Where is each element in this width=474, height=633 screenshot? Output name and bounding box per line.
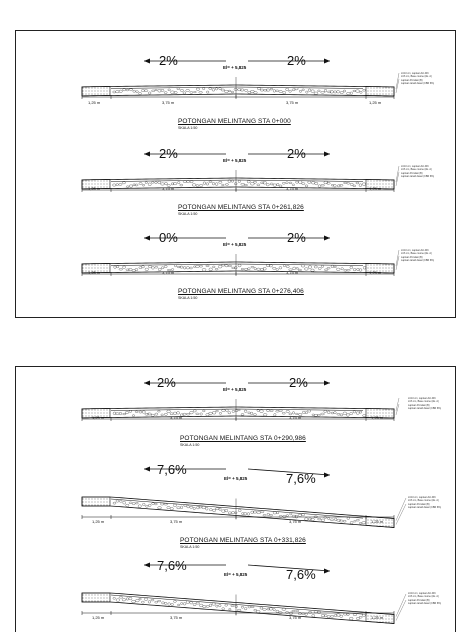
legend-item: Lapisan tanah dasar (CBR 6%) xyxy=(408,506,442,510)
arrow-head-right xyxy=(324,59,330,64)
section-scale: SKALA 1:50 xyxy=(180,443,200,447)
legend-item: Lapisan Pondasi (B) xyxy=(408,598,430,602)
legend-item: Lapisan Pondasi (B) xyxy=(408,403,430,407)
legend-item: Lapisan tanah dasar (CBR 6%) xyxy=(401,82,435,86)
section-scale: SKALA 1:50 xyxy=(178,212,198,216)
cross-section-4 xyxy=(16,373,457,459)
arrow-head-right xyxy=(324,381,330,386)
slope-right-label: 2% xyxy=(287,146,306,161)
section-title: POTONGAN MELINTANG STA 0+290,986 xyxy=(180,435,306,442)
elevation-label: El= + 5,825 xyxy=(224,572,248,577)
cross-section-drawing xyxy=(16,144,457,204)
dimension-label: 3,75 m xyxy=(286,100,299,105)
section-scale: SKALA 1:50 xyxy=(178,126,198,130)
legend-item: LC6 cm, Base course (kls. A) xyxy=(408,499,439,503)
slope-left-label: 7,6% xyxy=(157,462,187,477)
slope-right-label: 7,6% xyxy=(286,567,316,582)
cross-section-1 xyxy=(16,51,457,141)
legend-item: LC6 cm, Base course (kls. A) xyxy=(401,252,432,256)
slope-right-label: 2% xyxy=(289,375,308,390)
slope-left-label: 0% xyxy=(159,230,178,245)
arrow-head-left xyxy=(144,152,150,157)
drawing-sheet-2 xyxy=(15,366,456,632)
dimension-label: 1,25 m xyxy=(371,615,384,620)
elevation-label: El= + 5,825 xyxy=(223,158,247,163)
dimension-label: 1,25 m xyxy=(369,100,382,105)
layer-legend xyxy=(401,72,434,86)
section-title-block xyxy=(178,118,291,130)
cross-section-2 xyxy=(16,144,457,224)
legend-item: Lapisan Pondasi (B) xyxy=(408,502,430,506)
legend-item: LC10 cm, Lapisan AC-WC xyxy=(408,496,436,499)
dimension-label: 1,25 m xyxy=(88,100,101,105)
left-shoulder xyxy=(82,497,110,506)
section-title-block xyxy=(178,288,304,300)
legend-leader xyxy=(396,594,406,617)
legend-item: Lapisan Pondasi (B) xyxy=(401,255,423,259)
arrow-head-left xyxy=(144,467,150,472)
drawing-sheet-1 xyxy=(15,30,456,318)
right-shoulder xyxy=(366,87,394,96)
section-scale: SKALA 1:50 xyxy=(180,545,200,549)
legend-item: Lapisan tanah dasar (CBR 6%) xyxy=(408,407,442,411)
arrow-head-right xyxy=(324,473,330,478)
elevation-label: El= + 5,825 xyxy=(223,387,247,392)
slope-left-label: 7,6% xyxy=(157,558,187,573)
dimension-label: 3,75 m xyxy=(286,270,299,275)
dimension-label: 1,25 m xyxy=(92,519,105,524)
dimension-label: 1,25 m xyxy=(369,186,382,191)
arrow-head-right xyxy=(324,152,330,157)
legend-item: LC10 cm, Lapisan AC-WC xyxy=(401,72,429,75)
layer-legend xyxy=(408,592,441,606)
legend-leader xyxy=(396,504,406,525)
elevation-label: El= + 5,825 xyxy=(223,65,247,70)
slope-left-label: 2% xyxy=(159,146,178,161)
slope-right-label: 2% xyxy=(287,53,306,68)
arrow-head-left xyxy=(144,59,150,64)
dimension-label: 3,75 m xyxy=(289,615,302,620)
layer-legend xyxy=(401,249,434,263)
slope-left-label: 2% xyxy=(157,375,176,390)
layer-legend xyxy=(408,496,441,510)
legend-item: Lapisan Pondasi (B) xyxy=(401,171,423,175)
legend-item: Lapisan Pondasi (B) xyxy=(401,78,423,82)
legend-leader xyxy=(396,498,406,521)
dimension-label: 3,75 m xyxy=(170,519,183,524)
dimension-label: 3,75 m xyxy=(162,100,175,105)
arrow-head-left xyxy=(144,381,150,386)
legend-item: Lapisan tanah dasar (CBR 6%) xyxy=(408,602,442,606)
cross-section-drawing xyxy=(16,228,457,288)
legend-item: Lapisan tanah dasar (CBR 6%) xyxy=(401,259,435,263)
section-scale: SKALA 1:50 xyxy=(178,296,198,300)
dimension-label: 1,25 m xyxy=(371,519,384,524)
dimension-label: 1,25 m xyxy=(88,270,101,275)
dimension-label: 3,75 m xyxy=(162,186,175,191)
legend-item: LC6 cm, Base course (kls. A) xyxy=(408,595,439,599)
dimension-label: 3,75 m xyxy=(162,270,175,275)
elevation-label: El= + 5,825 xyxy=(224,476,248,481)
arrow-head-right xyxy=(324,236,330,241)
dimension-label: 1,25 m xyxy=(369,270,382,275)
slope-left-label: 2% xyxy=(159,53,178,68)
legend-item: LC6 cm, Base course (kls. A) xyxy=(401,75,432,79)
dimension-label: 1,25 m xyxy=(88,186,101,191)
cross-section-5 xyxy=(16,459,457,555)
section-title: POTONGAN MELINTANG STA 0+276,406 xyxy=(178,288,304,295)
left-shoulder xyxy=(82,593,110,602)
cross-section-drawing xyxy=(16,459,457,529)
arrow-head-right xyxy=(324,569,330,574)
legend-item: LC10 cm, Lapisan AC-WC xyxy=(408,397,436,400)
dimension-label: 1,25 m xyxy=(92,415,105,420)
dimension-label: 3,75 m xyxy=(286,186,299,191)
legend-item: LC10 cm, Lapisan AC-WC xyxy=(401,165,429,168)
arrow-head-left xyxy=(144,563,150,568)
left-shoulder xyxy=(82,87,110,96)
cross-section-6 xyxy=(16,555,457,633)
slope-right-label: 7,6% xyxy=(286,471,316,486)
legend-leader xyxy=(396,600,406,621)
layer-legend xyxy=(408,397,441,411)
section-title: POTONGAN MELINTANG STA 0+000 xyxy=(178,118,291,125)
road-body xyxy=(82,497,394,528)
cross-section-3 xyxy=(16,228,457,313)
dimension-label: 1,25 m xyxy=(371,415,384,420)
cross-section-drawing xyxy=(16,373,457,433)
legend-item: LC6 cm, Base course (kls. A) xyxy=(401,168,432,172)
cross-section-drawing xyxy=(16,555,457,625)
legend-item: LC10 cm, Lapisan AC-WC xyxy=(401,249,429,252)
legend-item: LC6 cm, Base course (kls. A) xyxy=(408,400,439,404)
section-title-block xyxy=(180,435,306,447)
dimension-label: 1,25 m xyxy=(92,615,105,620)
layer-legend xyxy=(401,165,434,179)
cross-section-drawing xyxy=(16,51,457,111)
dimension-label: 3,75 m xyxy=(170,415,183,420)
legend-item: Lapisan tanah dasar (CBR 6%) xyxy=(401,175,435,179)
dimension-label: 3,75 m xyxy=(289,519,302,524)
road-body xyxy=(82,593,394,624)
section-title: POTONGAN MELINTANG STA 0+261,826 xyxy=(178,204,304,211)
legend-item: LC10 cm, Lapisan AC-WC xyxy=(408,592,436,595)
dimension-label: 3,75 m xyxy=(170,615,183,620)
section-title: POTONGAN MELINTANG STA 0+331,826 xyxy=(180,537,306,544)
section-title-block xyxy=(180,537,306,549)
road-body xyxy=(82,262,394,273)
section-title-block xyxy=(178,204,304,216)
elevation-label: El= + 5,825 xyxy=(223,242,247,247)
slope-right-label: 2% xyxy=(287,230,306,245)
dimension-label: 3,75 m xyxy=(289,415,302,420)
arrow-head-left xyxy=(144,236,150,241)
